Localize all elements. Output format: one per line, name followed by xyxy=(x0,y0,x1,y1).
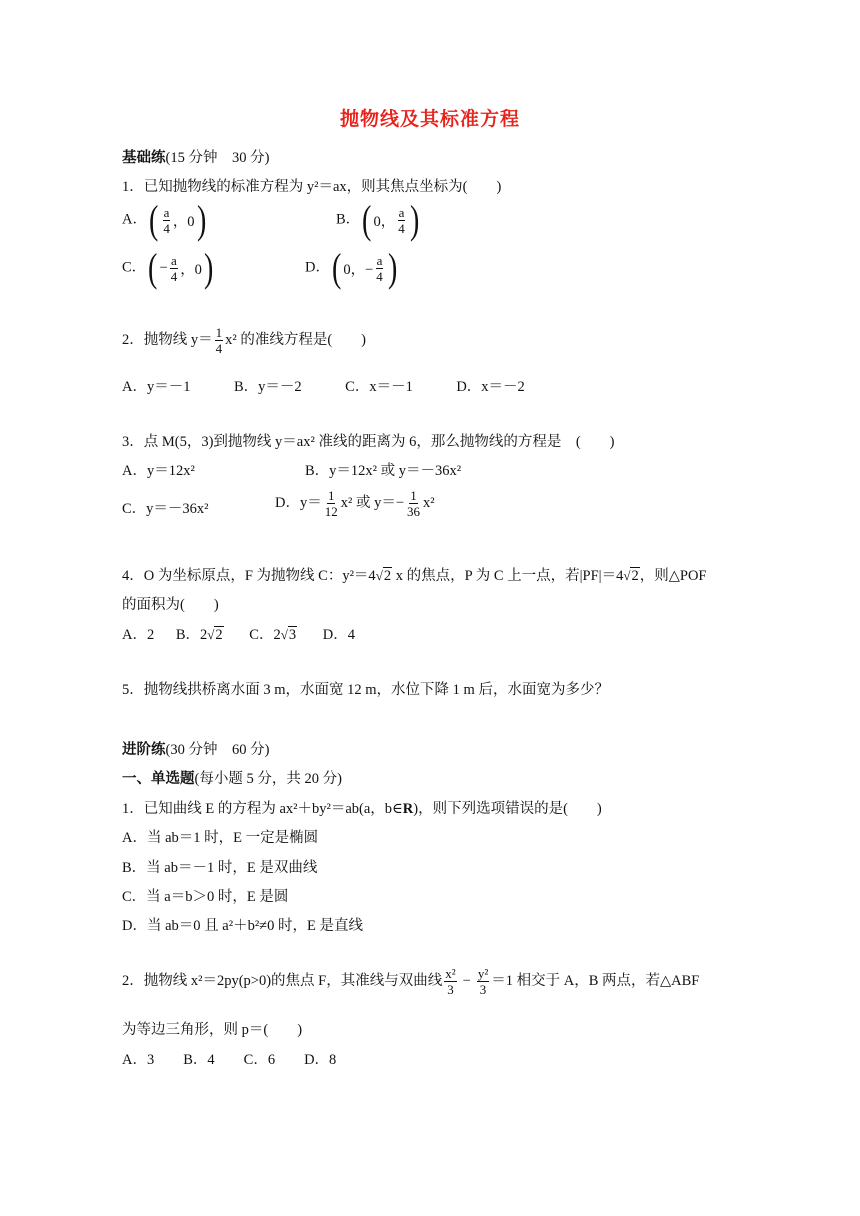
fraction xyxy=(406,488,421,519)
numerator: a xyxy=(376,252,383,268)
basic-q4-stem-line2: 的面积为( ) xyxy=(122,597,219,613)
stem-part: )，则下列选项错误的是( ) xyxy=(413,801,602,817)
advanced-q2-options: A．3 B．4 C．6 D．8 xyxy=(122,1052,337,1068)
basic-q3-option-c: C．y＝－36x² xyxy=(122,501,209,517)
fraction xyxy=(444,966,456,997)
fraction xyxy=(215,325,224,356)
radicand: 2 xyxy=(215,627,223,643)
sqrt-symbol: √2 xyxy=(623,568,639,584)
fraction xyxy=(375,253,384,284)
option-b-expr: ( 0， $\frac{a}{4}$ ) xyxy=(362,197,420,242)
basic-q1-stem: 1．已知抛物线的标准方程为 y²＝ax，则其焦点坐标为( ) xyxy=(122,179,502,195)
denominator: 4 xyxy=(376,268,383,284)
option-head: 0，− xyxy=(343,261,374,278)
option-c-expr: ( − $\frac{a}{4}$ ，0 ) xyxy=(148,245,214,290)
basic-q1-option-a xyxy=(122,197,208,242)
denominator: 3 xyxy=(447,982,454,997)
basic-section-header xyxy=(122,146,269,167)
option-a-expr: ( $\frac{a}{4}$ ，0 ) xyxy=(148,197,206,242)
option-sign: − xyxy=(159,259,168,276)
radicand: 3 xyxy=(288,627,297,643)
denominator: 36 xyxy=(407,504,421,519)
numerator: a xyxy=(171,252,177,268)
advanced-q2-stem xyxy=(122,966,699,997)
advanced-q1-option-a: A．当 ab＝1 时，E 一定是椭圆 xyxy=(122,830,319,846)
denominator: 4 xyxy=(163,220,170,236)
advanced-q1-option-d: D．当 ab＝0 且 a²＋b²≠0 时，E 是直线 xyxy=(122,918,363,934)
basic-q3-option-a: A．y＝12x² xyxy=(122,463,195,479)
basic-q3-option-d xyxy=(275,488,435,519)
fraction xyxy=(397,205,406,236)
basic-q3-option-b: B．y＝12x² 或 y＝－36x² xyxy=(305,463,462,479)
numerator: a xyxy=(163,204,170,220)
option-tail: ，0 xyxy=(172,213,195,230)
basic-q5-stem: 5．抛物线拱桥离水面 3 m，水面宽 12 m，水位下降 1 m 后，水面宽为多少？ xyxy=(122,682,609,698)
basic-q2-stem xyxy=(122,325,366,356)
advanced-q1-stem xyxy=(122,797,602,818)
numerator: 1 xyxy=(327,488,335,503)
denominator: 4 xyxy=(170,268,178,284)
option-d-expr: ( 0，− $\frac{a}{4}$ ) xyxy=(331,245,398,290)
page-title: 抛物线及其标准方程 xyxy=(339,109,520,130)
advanced-q1-option-b: B．当 ab＝－1 时，E 是双曲线 xyxy=(122,860,318,876)
option-b xyxy=(176,627,224,643)
advanced-header-note: (30 分钟 60 分) xyxy=(165,742,270,758)
stem-part: D．y＝ xyxy=(275,494,322,511)
radicand: 2 xyxy=(383,568,392,584)
numerator: x² xyxy=(445,966,456,981)
option-head: 0， xyxy=(373,213,396,230)
sqrt-symbol: √2 xyxy=(207,627,223,643)
sqrt-symbol: √3 xyxy=(280,627,297,643)
basic-q3-stem: 3．点 M(5，3)到抛物线 y＝ax² 准线的距离为 6，那么抛物线的方程是 ( ) xyxy=(122,434,615,450)
sqrt-symbol: √2 xyxy=(375,568,392,584)
basic-q1-option-b xyxy=(336,197,421,242)
section-note: (每小题 5 分，共 20 分) xyxy=(194,771,342,787)
option-label: B． xyxy=(336,211,361,228)
fraction xyxy=(170,253,179,284)
advanced-section-header xyxy=(122,738,269,759)
section-label: 一、单选题 xyxy=(122,771,195,787)
basic-header-label: 基础练 xyxy=(122,150,166,166)
basic-q2-options: A．y＝－1 B．y＝－2 C．x＝－1 D．x＝－2 xyxy=(122,379,525,395)
option-label: A． xyxy=(122,211,147,228)
fraction xyxy=(162,205,171,236)
stem-part: ＝1 相交于 A，B 两点，若△ABF xyxy=(491,972,700,989)
option-label: D． xyxy=(305,259,330,276)
basic-q4-stem xyxy=(122,564,707,585)
stem-part: 2．抛物线 y＝ xyxy=(122,331,213,348)
option-tail: ，0 xyxy=(180,261,202,278)
fraction xyxy=(477,966,489,997)
stem-part: x² 或 y＝− xyxy=(340,494,405,511)
denominator: 4 xyxy=(215,341,223,356)
stem-part: x² 的准线方程是( ) xyxy=(225,331,367,348)
stem-part: 4．O 为坐标原点，F 为抛物线 C：y²＝4 xyxy=(122,568,376,584)
numerator: 1 xyxy=(410,488,417,503)
basic-q1-option-c xyxy=(122,245,215,290)
option-text: C．2 xyxy=(249,627,281,643)
radicand: 2 xyxy=(631,568,639,584)
option-label: C． xyxy=(122,259,147,276)
numerator: y² xyxy=(477,966,489,981)
numerator: 1 xyxy=(215,325,223,340)
stem-part: 1．已知曲线 E 的方程为 ax²＋by²＝ab(a，b∈ xyxy=(122,801,403,817)
option-c xyxy=(249,627,297,643)
basic-q1-option-d xyxy=(305,245,399,290)
single-choice-section-header xyxy=(122,767,342,788)
fraction xyxy=(324,488,339,519)
minus-sign: − xyxy=(462,972,471,989)
option-a: A．2 xyxy=(122,627,155,643)
advanced-header-label: 进阶练 xyxy=(122,742,166,758)
denominator: 12 xyxy=(324,504,338,519)
option-text: B．2 xyxy=(175,627,208,643)
basic-header-note: (15 分钟 30 分) xyxy=(165,150,270,166)
basic-q4-options xyxy=(122,623,355,644)
stem-part: 2．抛物线 x²＝2py(p>0)的焦点 F，其准线与双曲线 xyxy=(122,972,443,989)
stem-part: x² xyxy=(423,494,435,511)
option-d: D．4 xyxy=(322,627,355,643)
stem-part: x 的焦点，P 为 C 上一点，若|PF|＝4 xyxy=(392,568,624,584)
advanced-q1-option-c: C．当 a＝b＞0 时，E 是圆 xyxy=(122,889,289,905)
stem-part: ，则△POF xyxy=(639,568,707,584)
advanced-q2-stem-line2: 为等边三角形，则 p＝( ) xyxy=(122,1022,303,1038)
real-set-symbol: R xyxy=(402,801,414,817)
denominator: 4 xyxy=(398,220,405,236)
denominator: 3 xyxy=(479,982,487,997)
numerator: a xyxy=(398,204,405,220)
